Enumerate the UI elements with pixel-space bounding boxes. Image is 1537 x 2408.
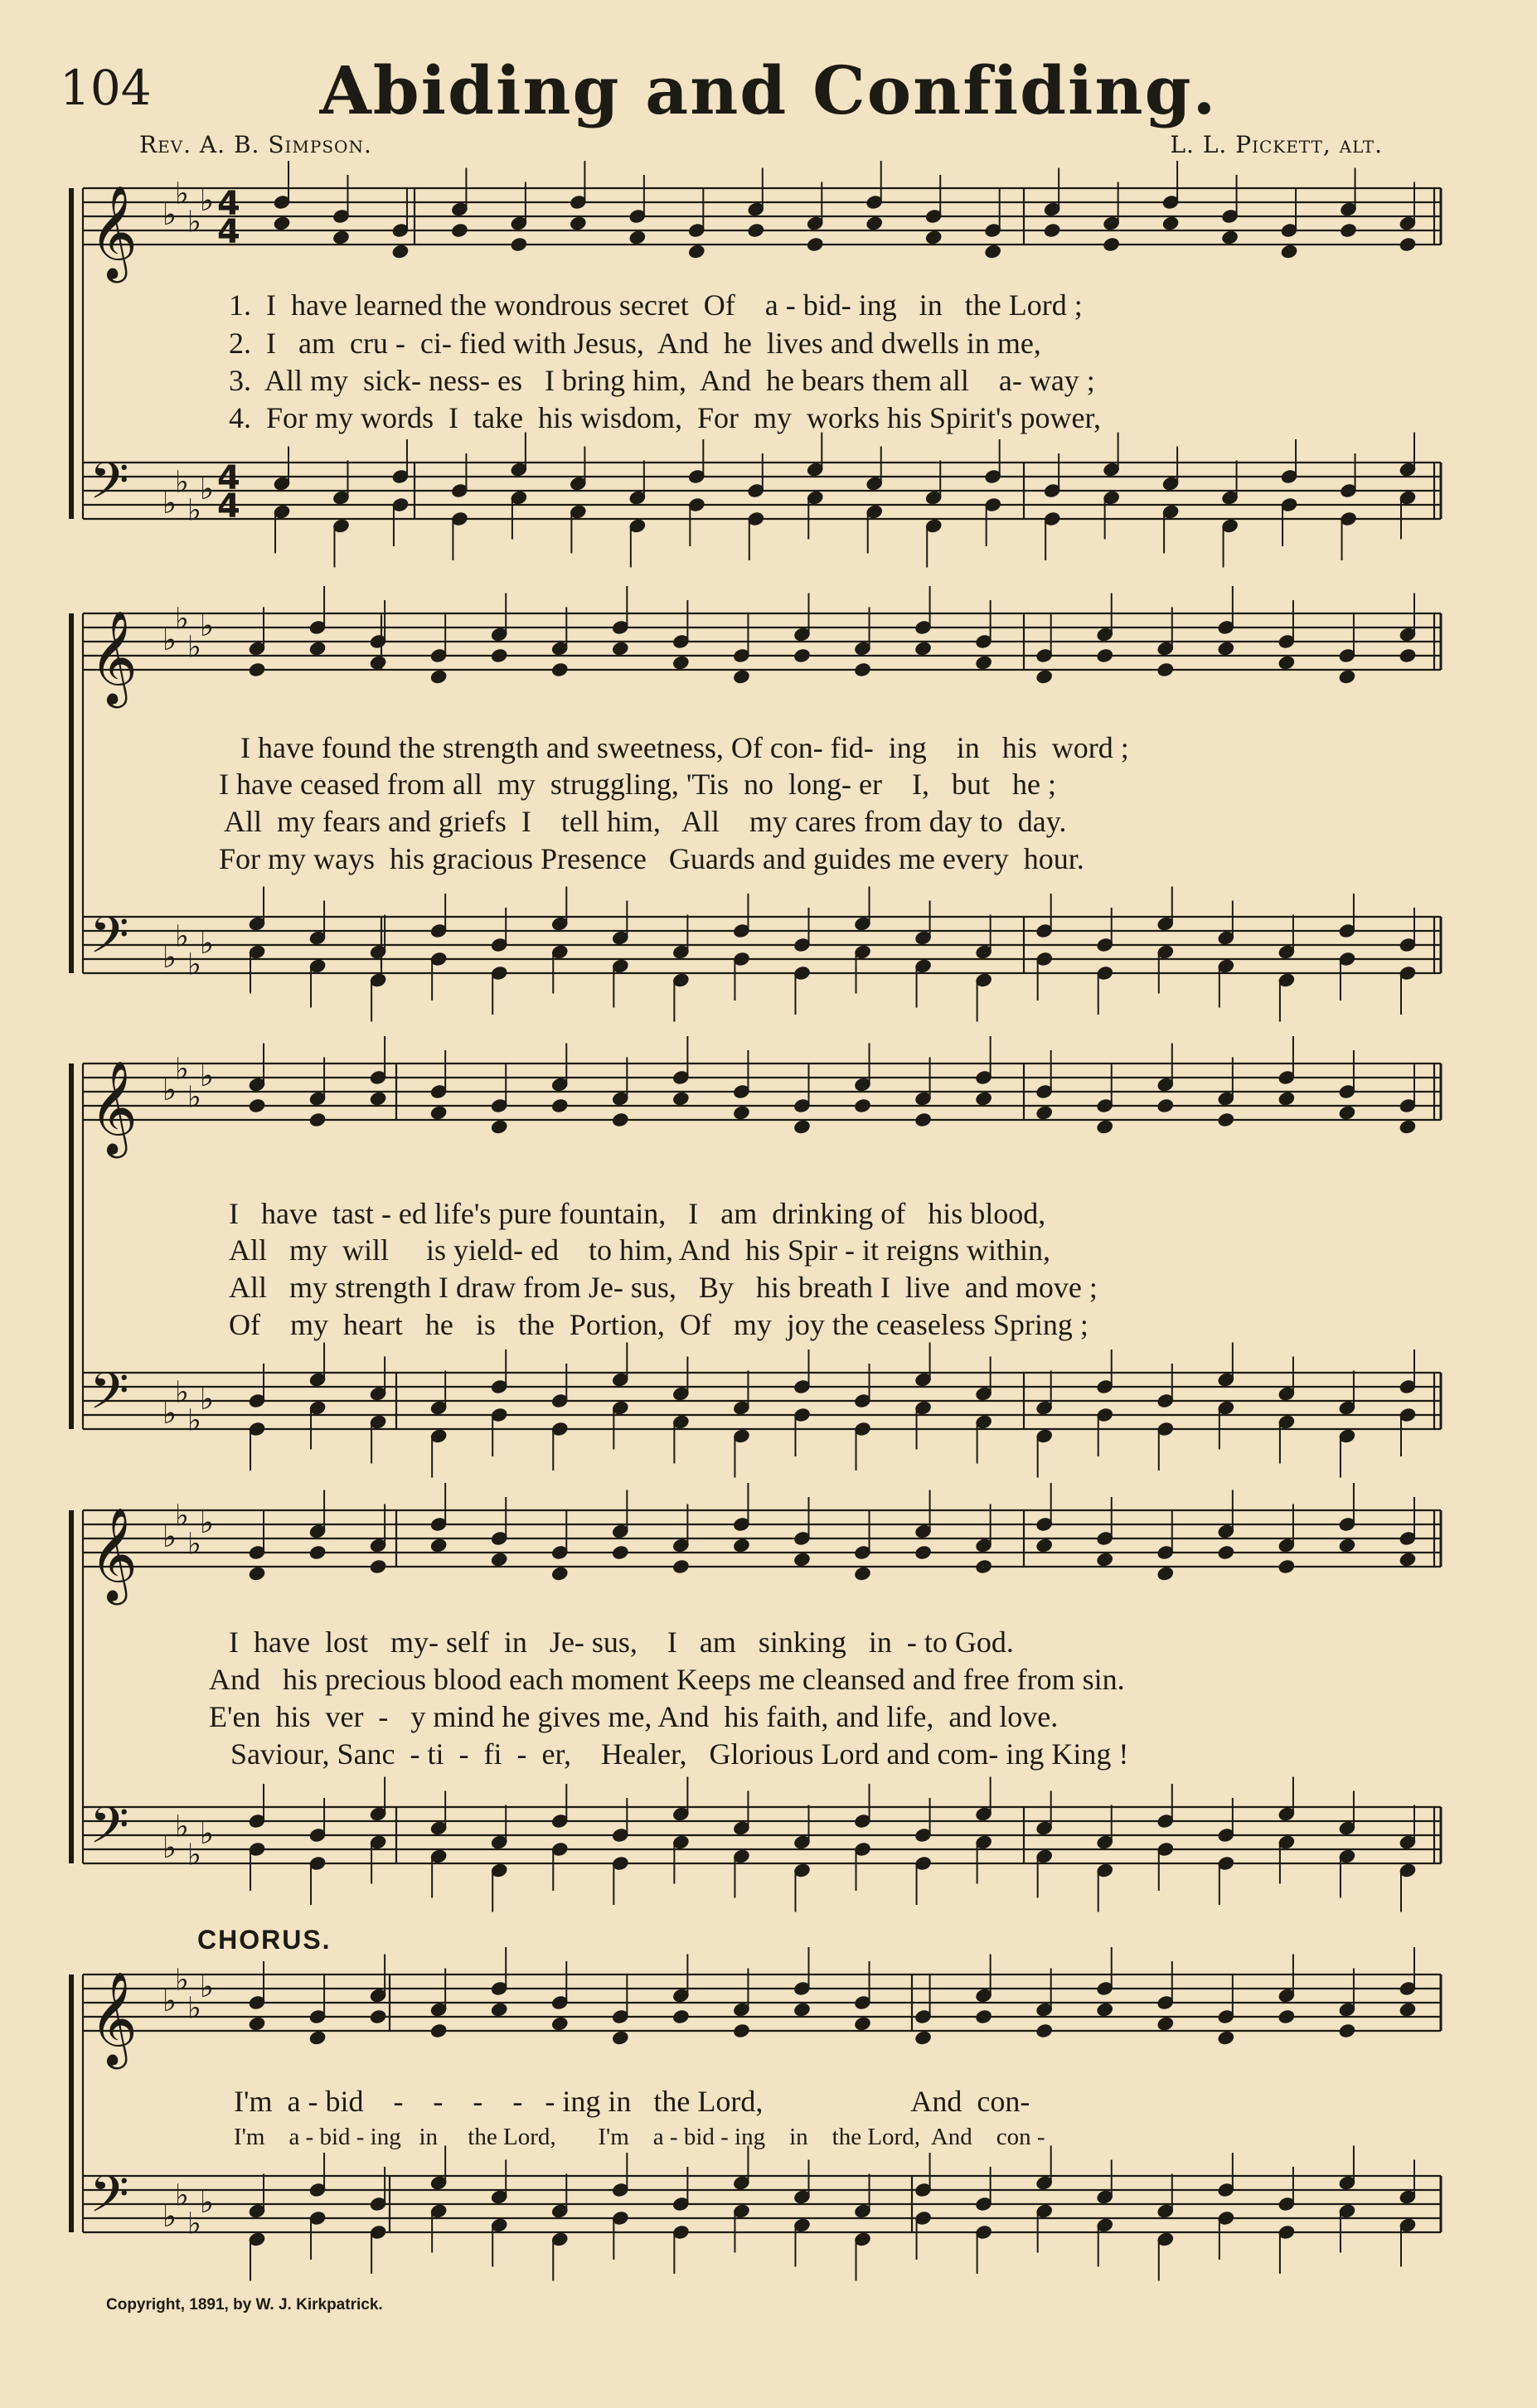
note-head: [490, 1552, 508, 1567]
flat-icon: ♭: [200, 472, 214, 506]
note-head: [747, 222, 765, 238]
flat-icon: ♭: [162, 941, 177, 975]
note-head: [611, 1544, 629, 1560]
note-head: [369, 2008, 387, 2024]
note-head: [854, 1097, 872, 1113]
note-head: [793, 2002, 812, 2018]
note-head: [793, 647, 812, 663]
lyric-line: 3. All my sick- ness- es I bring him, And he bears them all a- way ;: [229, 364, 1095, 397]
flat-icon: ♭: [187, 205, 201, 240]
note-head: [793, 1119, 812, 1135]
note-head: [1156, 2016, 1175, 2032]
flat-icon: ♭: [162, 623, 177, 657]
note-head: [1217, 1544, 1235, 1560]
note-head: [1338, 1538, 1356, 1553]
note-head: [1399, 2002, 1417, 2018]
note-head: [806, 236, 824, 252]
note-head: [914, 1544, 933, 1560]
note-head: [308, 1544, 327, 1560]
note-head: [975, 2008, 993, 2024]
note-head: [672, 655, 691, 671]
note-head: [1278, 655, 1296, 671]
note-head: [391, 244, 410, 259]
note-head: [1278, 1091, 1296, 1107]
flat-icon: ♭: [162, 1831, 177, 1865]
lyric-line: I have found the strength and sweetness, Of con- fid- ing in his word ;: [240, 731, 1129, 764]
note-head: [1161, 216, 1180, 231]
note-head: [429, 1105, 448, 1121]
note-head: [490, 2002, 508, 2018]
flat-icon: ♭: [162, 1520, 177, 1554]
note-head: [570, 216, 588, 231]
flat-icon: ♭: [187, 1991, 201, 2026]
lyric-line: E'en his ver - y mind he gives me, And his faith, and life, and love.: [209, 1700, 1059, 1733]
copyright-notice: Copyright, 1891, by W. J. Kirkpatrick.: [106, 2296, 383, 2314]
treble-clef-icon: 𝄞: [90, 1971, 138, 2066]
chorus-lyric-lower: I'm a - bid - ing in the Lord, I'm a - bid - ing in the Lord, And con -: [234, 2124, 1045, 2150]
note-head: [308, 2030, 327, 2046]
note-head: [1096, 1119, 1114, 1135]
flat-icon: ♭: [200, 2186, 214, 2220]
note-head: [550, 2016, 569, 2032]
note-head: [854, 2016, 872, 2032]
note-head: [1035, 1538, 1054, 1553]
flat-icon: ♭: [175, 1499, 189, 1533]
flat-icon: ♭: [162, 1984, 177, 2018]
note-head: [975, 1091, 993, 1107]
hymn-title: Abiding and Confiding.: [319, 51, 1218, 129]
note-head: [248, 2016, 266, 2032]
note-head: [1278, 1558, 1296, 1574]
note-head: [1156, 1566, 1175, 1582]
note-head: [332, 230, 351, 245]
note-head: [611, 641, 629, 657]
lyric-line: 1. I have learned the wondrous secret Of a - bid- ing in the Lord ;: [229, 288, 1083, 322]
time-signature: 4: [217, 213, 240, 251]
flat-icon: ♭: [175, 1963, 189, 1998]
note-head: [975, 655, 993, 671]
note-head: [611, 2030, 629, 2046]
note-head: [914, 2030, 933, 2046]
bass-clef-icon: 𝄢: [90, 2165, 129, 2236]
note-head: [1217, 2030, 1235, 2046]
note-head: [1096, 1552, 1114, 1567]
treble-clef-icon: 𝄞: [90, 1060, 138, 1155]
flat-icon: ♭: [162, 1397, 177, 1431]
note-head: [429, 2023, 448, 2038]
note-head: [854, 1566, 872, 1582]
note-head: [914, 1112, 933, 1127]
note-head: [854, 661, 872, 677]
flat-icon: ♭: [200, 1059, 214, 1093]
lyric-line: All my fears and griefs I tell him, All my cares from day to day.: [224, 805, 1067, 838]
bass-clef-icon: 𝄢: [90, 1796, 129, 1868]
note-head: [369, 1091, 387, 1107]
note-head: [1035, 669, 1054, 685]
note-head: [273, 216, 291, 231]
flat-icon: ♭: [187, 947, 201, 982]
note-head: [1096, 647, 1114, 663]
time-signature: 4: [217, 459, 240, 497]
lyric-line: For my ways his gracious Presence Guards and guides me every hour.: [219, 842, 1084, 875]
note-head: [308, 641, 327, 657]
lyric-line: 4. For my words I take his wisdom, For my works his Spirit's power,: [229, 401, 1102, 434]
note-head: [1096, 2002, 1114, 2018]
note-head: [672, 1558, 691, 1574]
treble-clef-icon: 𝄞: [90, 1507, 138, 1601]
flat-icon: ♭: [175, 2178, 189, 2213]
flat-icon: ♭: [187, 1838, 201, 1873]
lyric-line: Of my heart he is the Portion, Of my joy the ceaseless Spring ;: [229, 1308, 1089, 1341]
flat-icon: ♭: [175, 465, 189, 500]
note-head: [550, 1097, 569, 1113]
note-head: [490, 647, 508, 663]
flat-icon: ♭: [175, 919, 189, 954]
bass-clef-icon: 𝄢: [90, 1362, 129, 1433]
note-head: [733, 1538, 751, 1553]
bass-clef-icon: 𝄢: [90, 452, 129, 523]
lyric-line: Saviour, Sanc - ti - fi - er, Healer, Glorious Lord and com- ing King !: [230, 1737, 1129, 1771]
note-head: [490, 1119, 508, 1135]
note-head: [1156, 1097, 1175, 1113]
flat-icon: ♭: [175, 1810, 189, 1844]
composer-credit: L. L. Pickett, alt.: [1170, 131, 1383, 158]
note-head: [1338, 1105, 1356, 1121]
note-head: [369, 1558, 387, 1574]
note-head: [733, 669, 751, 685]
note-head: [1338, 669, 1356, 685]
flat-icon: ♭: [175, 1052, 189, 1087]
note-head: [1221, 230, 1239, 245]
note-head: [1399, 647, 1417, 663]
note-head: [865, 216, 884, 231]
note-head: [975, 1558, 993, 1574]
note-head: [628, 230, 647, 245]
flat-icon: ♭: [187, 1080, 201, 1115]
time-signature: 4: [217, 185, 240, 223]
note-head: [733, 2023, 751, 2038]
lyric-line: All my strength I draw from Je- sus, By his breath I live and move ;: [229, 1271, 1098, 1304]
note-head: [793, 1552, 812, 1567]
bass-clef-icon: 𝄢: [90, 906, 129, 977]
note-head: [1156, 661, 1175, 677]
note-head: [1217, 641, 1235, 657]
note-head: [1103, 236, 1121, 252]
note-head: [1217, 1112, 1235, 1127]
note-head: [1399, 1552, 1417, 1567]
flat-icon: ♭: [200, 1506, 214, 1540]
note-head: [248, 1566, 266, 1582]
flat-icon: ♭: [200, 1383, 214, 1417]
flat-icon: ♭: [200, 609, 214, 643]
lyric-line: All my will is yield- ed to him, And his Spir - it reigns within,: [229, 1233, 1050, 1267]
note-head: [733, 1105, 751, 1121]
time-signature: 4: [217, 487, 240, 526]
flat-icon: ♭: [200, 184, 214, 218]
lyric-line: And his precious blood each moment Keeps me cleansed and free from sin.: [209, 1663, 1125, 1696]
flat-icon: ♭: [200, 1817, 214, 1851]
lyric-line: I have ceased from all my struggling, 'Tis no long- er I, but he ;: [219, 768, 1056, 801]
note-head: [924, 230, 943, 245]
flat-icon: ♭: [162, 198, 177, 232]
note-head: [687, 244, 705, 259]
flat-icon: ♭: [175, 177, 189, 211]
note-head: [429, 669, 448, 685]
lyricist-credit: Rev. A. B. Simpson.: [139, 131, 372, 158]
flat-icon: ♭: [187, 1527, 201, 1562]
treble-clef-icon: 𝄞: [90, 185, 138, 279]
note-head: [1399, 1119, 1417, 1135]
note-head: [308, 1112, 327, 1127]
note-head: [1035, 2023, 1054, 2038]
note-head: [1043, 222, 1061, 238]
flat-icon: ♭: [187, 630, 201, 665]
flat-icon: ♭: [200, 927, 214, 961]
note-head: [1338, 2023, 1356, 2038]
treble-clef-icon: 𝄞: [90, 610, 138, 705]
note-head: [672, 1091, 691, 1107]
lyric-line: 2. I am cru - ci- fied with Jesus, And he lives and dwells in me,: [229, 327, 1041, 360]
note-head: [550, 1566, 569, 1582]
note-head: [451, 222, 469, 238]
note-head: [1399, 236, 1417, 252]
flat-icon: ♭: [187, 493, 201, 528]
note-head: [1035, 1105, 1054, 1121]
note-head: [369, 655, 387, 671]
note-head: [611, 1112, 629, 1127]
flat-icon: ♭: [162, 2200, 177, 2234]
flat-icon: ♭: [162, 1073, 177, 1107]
note-head: [1280, 244, 1298, 259]
page-number: 104: [60, 60, 152, 116]
flat-icon: ♭: [200, 1970, 214, 2004]
note-head: [1278, 2008, 1296, 2024]
note-head: [984, 244, 1002, 259]
flat-icon: ♭: [162, 487, 177, 521]
note-head: [510, 236, 528, 252]
flat-icon: ♭: [175, 1375, 189, 1410]
flat-icon: ♭: [187, 1403, 201, 1438]
note-head: [672, 2008, 691, 2024]
chorus-lyric-upper: I'm a - bid - - - - - ing in the Lord, And con-: [234, 2085, 1030, 2118]
note-head: [914, 641, 933, 657]
lyric-line: I have tast - ed life's pure fountain, I am drinking of his blood,: [229, 1197, 1046, 1230]
note-head: [248, 1097, 266, 1113]
chorus-label: CHORUS.: [197, 1925, 332, 1955]
note-head: [550, 661, 569, 677]
note-head: [1340, 222, 1358, 238]
lyric-line: I have lost my- self in Je- sus, I am sinking in - to God.: [229, 1626, 1014, 1659]
note-head: [248, 661, 266, 677]
note-head: [429, 1538, 448, 1553]
flat-icon: ♭: [187, 2207, 201, 2241]
flat-icon: ♭: [175, 602, 189, 637]
